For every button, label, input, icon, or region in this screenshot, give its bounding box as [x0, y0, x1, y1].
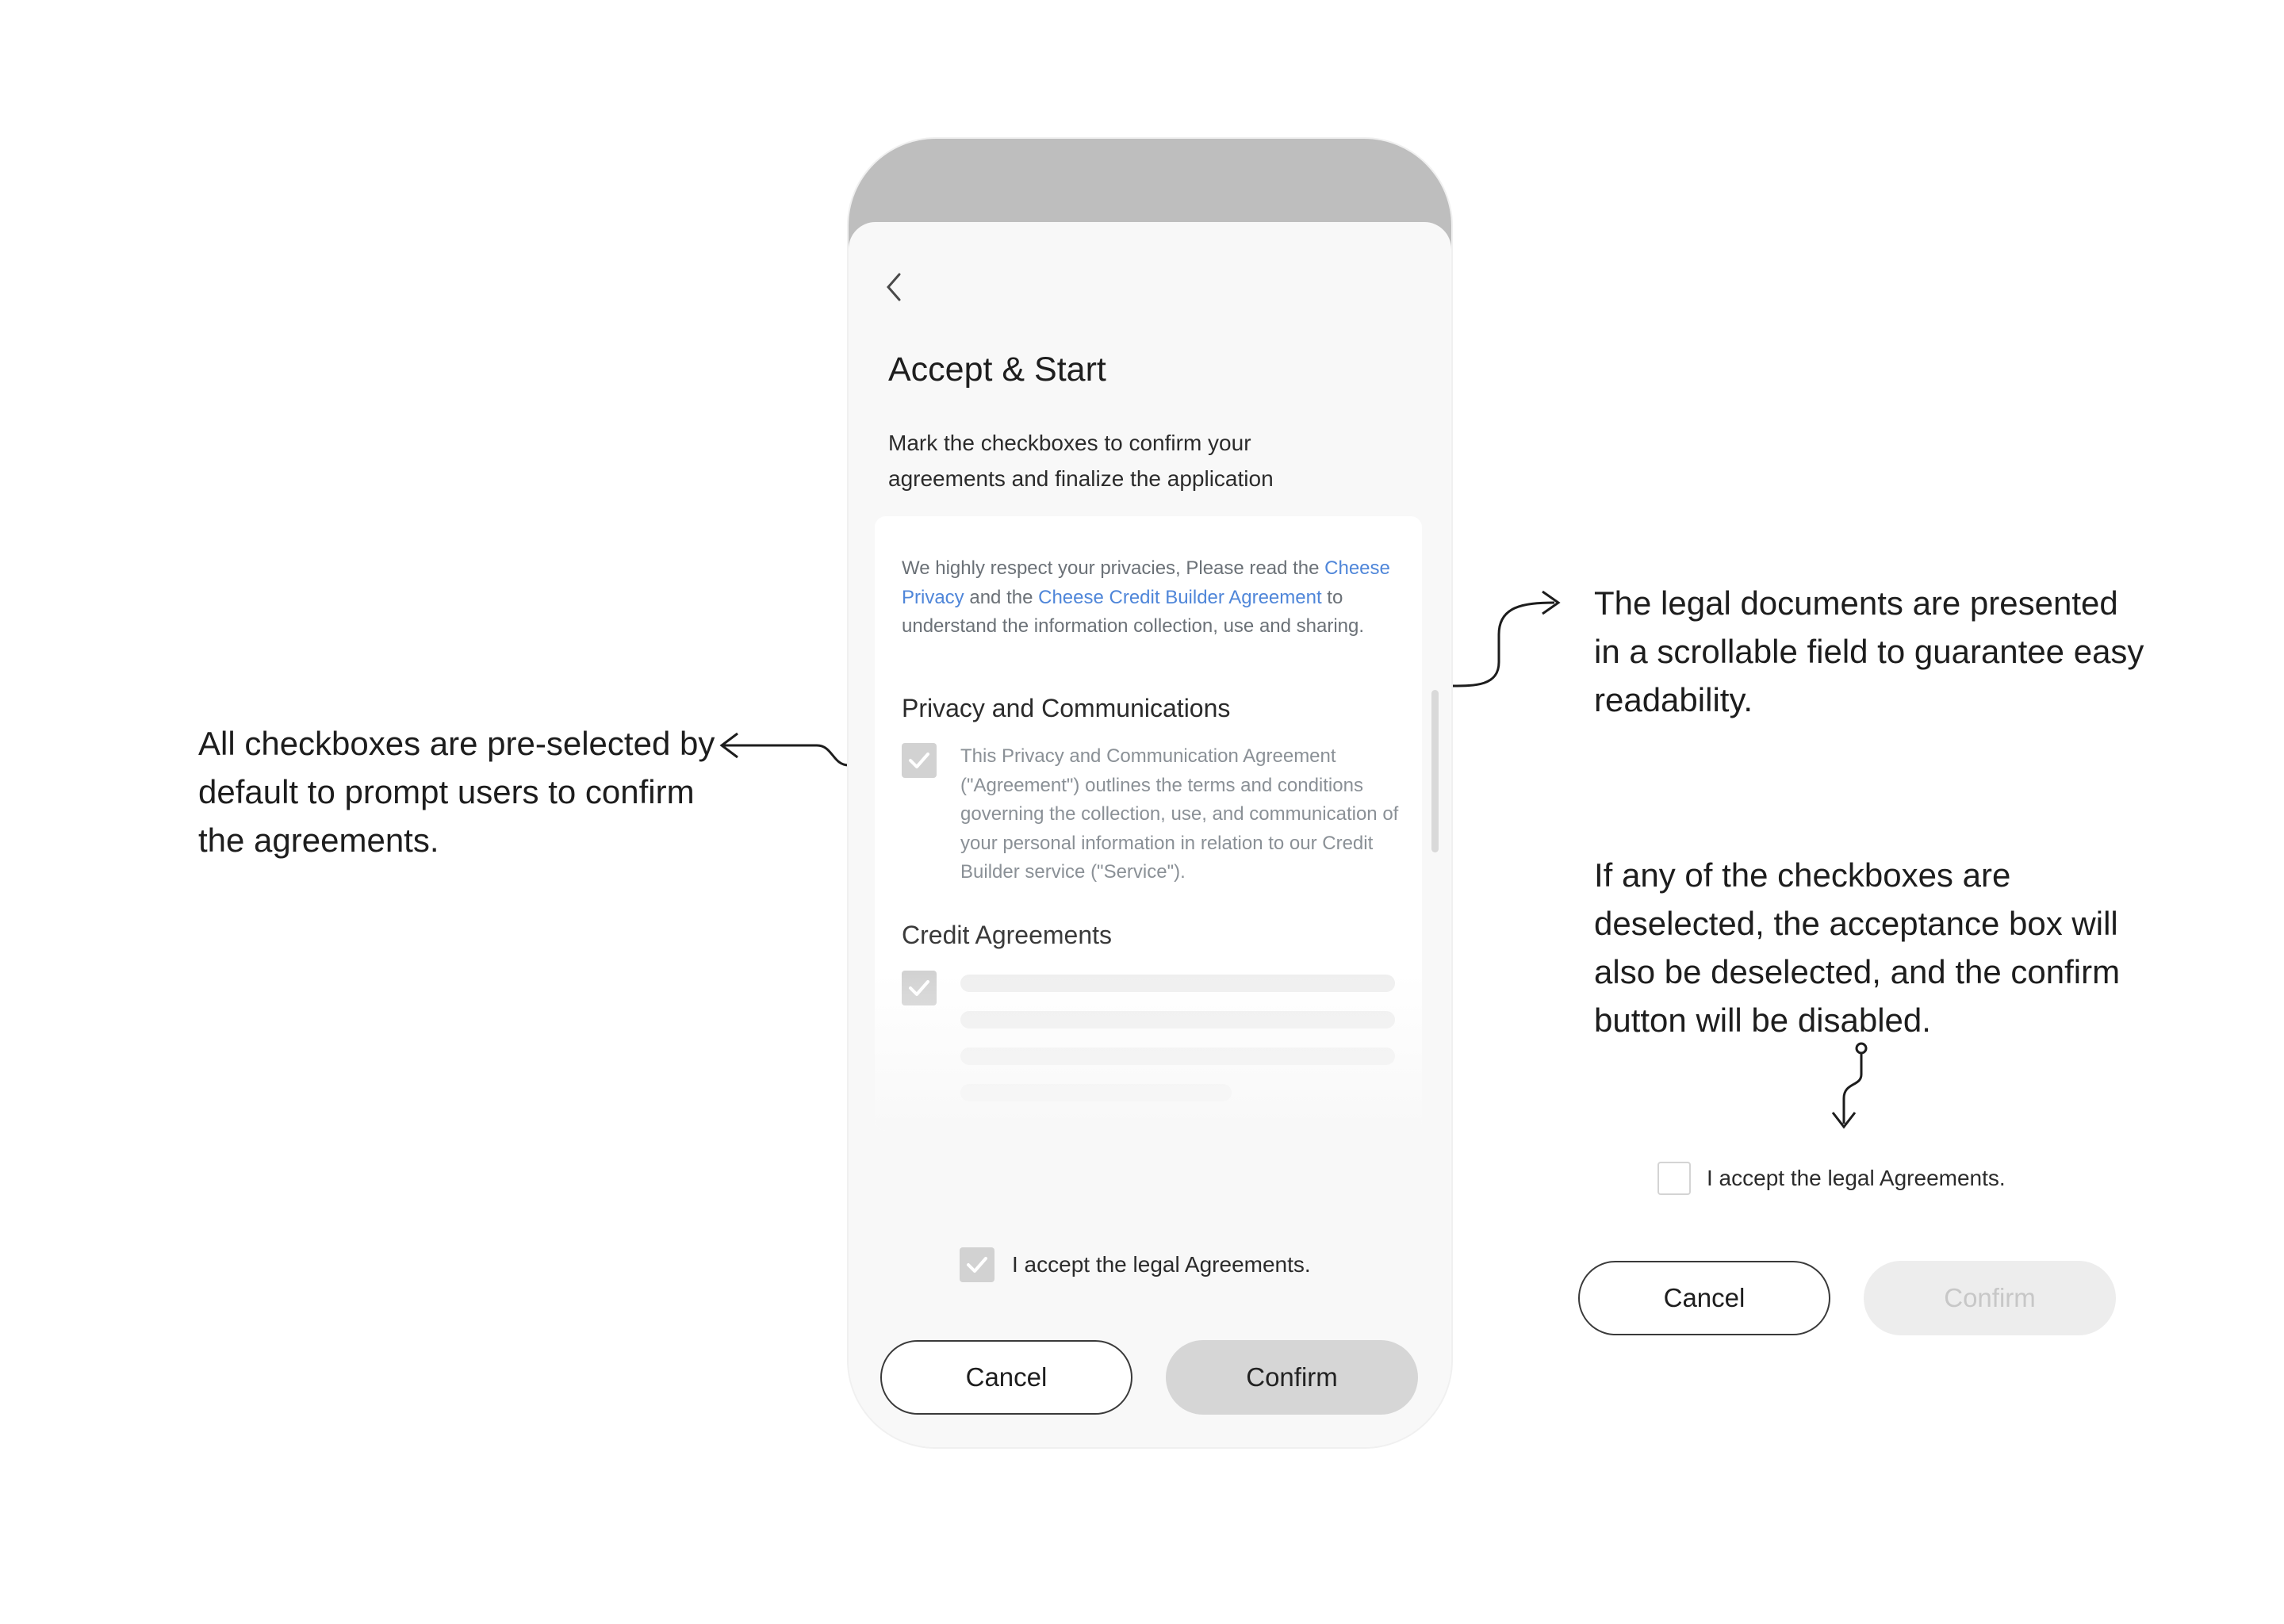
page-title: Accept & Start [888, 350, 1106, 389]
intro-text-part: to understand the information collection, use and sharing. [902, 586, 1365, 637]
check-icon [906, 747, 933, 774]
annotation-arrow-right-top [1435, 587, 1578, 706]
scrollbar-thumb[interactable] [1431, 690, 1439, 852]
skeleton-line [960, 1011, 1395, 1028]
phone-mockup [849, 139, 1451, 1447]
confirm-button[interactable]: Confirm [1166, 1340, 1418, 1415]
privacy-section-title: Privacy and Communications [902, 694, 1231, 722]
accept-agreements-row[interactable] [960, 1247, 1311, 1282]
annotation-preselected: All checkboxes are pre-selected by default to prompt users to confirm the agreements. [198, 725, 715, 859]
annotation-scrollable: The legal documents are presented in a scrollable field to guarantee easy readability. [1594, 584, 2144, 718]
annotation-deselect: If any of the checkboxes are deselected, the acceptance box will also be deselected, and the confirm button will be disabled. [1594, 856, 2121, 1039]
cancel-button[interactable]: Cancel [880, 1340, 1132, 1415]
check-icon [964, 1251, 991, 1278]
credit-checkbox[interactable] [902, 971, 937, 1005]
skeleton-line [960, 975, 1395, 992]
privacy-checkbox[interactable] [902, 743, 937, 778]
accept-start-screen [849, 222, 1451, 1447]
accept-label: I accept the legal Agreements. [1012, 1252, 1311, 1277]
credit-section-title: Credit Agreements [902, 921, 1113, 949]
accept-checkbox-unchecked[interactable] [1657, 1162, 1691, 1195]
page-subtitle: Mark the checkboxes to confirm your agreements and finalize the application [888, 431, 1274, 491]
accept-checkbox[interactable] [960, 1247, 994, 1282]
back-chevron-icon[interactable] [882, 270, 906, 304]
intro-text-part: and the [964, 586, 1039, 608]
example-cancel-button[interactable]: Cancel [1578, 1261, 1830, 1335]
deselected-example-row[interactable] [1657, 1162, 2006, 1195]
intro-text-part: We highly respect your privacies, Please read the [902, 557, 1325, 579]
intro-text [902, 554, 1401, 642]
example-confirm-button-disabled: Confirm [1864, 1261, 2116, 1335]
cheese-privacy-link[interactable]: Cheese Privacy [902, 557, 1390, 608]
annotation-arrow-right-mid [1820, 1035, 1884, 1138]
skeleton-line [960, 1084, 1232, 1101]
credit-builder-agreement-link[interactable]: Cheese Credit Builder Agreement [1038, 586, 1322, 608]
accept-label-example: I accept the legal Agreements. [1707, 1166, 2006, 1190]
privacy-agreement-text: This Privacy and Communication Agreement ("Agreement") outlines the terms and conditions governing the collection, use, and communication of your personal information in relation to our Credit Builder service ("Service"). [960, 745, 1399, 883]
legal-documents-scroll-field[interactable] [875, 516, 1422, 1131]
skeleton-line [960, 1048, 1395, 1065]
check-icon [906, 975, 933, 1002]
